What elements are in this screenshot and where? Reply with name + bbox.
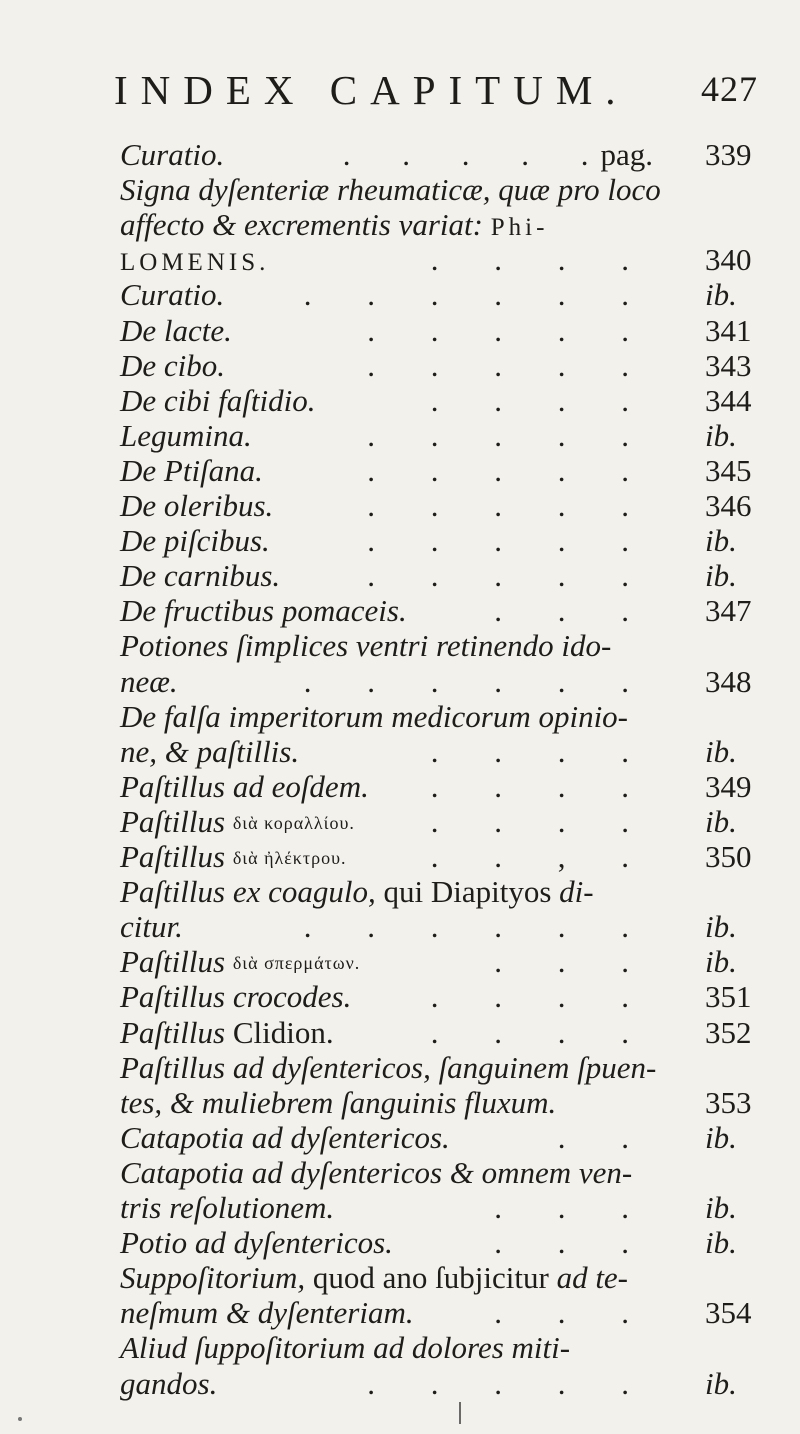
entry-title: De fructibus pomaceis. [120, 593, 407, 629]
greek-phrase: διὰ σπερμάτων. [232, 953, 361, 974]
dots-text: . . . . . [367, 558, 653, 594]
entry-page: ib. [705, 1225, 737, 1261]
entry-title: Potio ad dyſentericos. [120, 1225, 393, 1261]
entry-title: De falſa imperitorum medicorum opinio- [120, 698, 629, 734]
entry-title: Paſtillus [120, 839, 226, 874]
entry-page: ib. [705, 1119, 737, 1155]
entry-page: 346 [705, 488, 752, 523]
entry-title: Curatio. [120, 137, 225, 172]
entry-page: ib. [705, 909, 737, 945]
roman-phrase: qui [383, 874, 424, 910]
entry-title: affecto & excrementis variat: [120, 207, 483, 243]
entry-page: 339 [705, 137, 752, 172]
dots-text: . . . [494, 1225, 653, 1261]
entry-title: De Ptiſana. [120, 452, 263, 488]
entry-title: Aliud ſuppoſitorium ad dolores miti- [120, 1330, 571, 1366]
entry-title: De lacte. [120, 312, 232, 348]
dots-text: . . . . . [367, 488, 653, 523]
entry-title: Suppoſitorium, [120, 1260, 306, 1296]
greek-phrase: διὰ κοραλλίου. [232, 812, 355, 833]
entry-title: gandos. [120, 1365, 218, 1401]
entry-title: De oleribus. [120, 488, 274, 523]
dots-text: . . [557, 1119, 653, 1155]
leader-dots [367, 1361, 653, 1407]
entry-title: Paſtillus crocodes. [120, 979, 352, 1015]
hyphenated-tail: di- [559, 874, 594, 910]
page-number: 427 [701, 69, 758, 109]
entry-page: 349 [705, 768, 752, 804]
entry-page: 344 [705, 382, 752, 418]
entry-title: Signa dyſenteriæ rheumaticæ, quæ pro loco [120, 172, 661, 208]
entry-page: 347 [705, 593, 752, 629]
printer-mark [459, 1402, 461, 1424]
entry-title: tes, & muliebrem ſanguinis fluxum. [120, 1084, 557, 1120]
dots-text: . . . . [430, 733, 653, 769]
dots-text: . . . . . [367, 523, 653, 559]
entry-title: Catapotia ad dyſentericos & omnem ven- [120, 1154, 633, 1190]
entry-page: 354 [705, 1295, 752, 1331]
dots-text: . . . . . . [303, 909, 653, 945]
dots-text: . . . . [430, 382, 653, 418]
dots-text: . . . [494, 1190, 653, 1225]
entry-page: 351 [705, 979, 752, 1015]
dots-text: . . . . . . [303, 663, 653, 699]
dots-text: . . . . . [367, 312, 653, 348]
pag-label: pag. [600, 137, 653, 172]
entry-title: Paſtillus [120, 803, 226, 839]
dots-text: . . . . [430, 242, 653, 278]
entry-title: Paſtillus ad eoſdem. [120, 768, 369, 804]
roman-phrase: Diapityos [430, 874, 552, 910]
dots-text: . . . . [430, 803, 653, 839]
dots-text: . . . . . [342, 137, 611, 172]
dots-text: . . . . . . [303, 277, 653, 313]
entry-page: ib. [705, 277, 737, 313]
entry-title: Curatio. [120, 277, 225, 313]
running-title: INDEX CAPITUM. [114, 67, 629, 113]
entry-title: Catapotia ad dyſentericos. [120, 1119, 450, 1155]
dots-text: . . . [494, 944, 653, 980]
entry-page: ib. [705, 1190, 737, 1225]
greek-phrase: διὰ ἠλέκτρου. [232, 848, 347, 868]
entry-title: Paſtillus [120, 1014, 226, 1050]
entry-title: neſmum & dyſenteriam. [120, 1295, 414, 1331]
dots-text: . . . . [430, 1014, 653, 1050]
roman-phrase: quod ano ſubjicitur [312, 1260, 549, 1296]
entry-page: ib. [705, 733, 737, 769]
entry-title: Legumina. [120, 417, 252, 453]
entry-title: De piſcibus. [120, 523, 270, 559]
entry-title: tris reſolutionem. [120, 1190, 335, 1225]
entry-title: neæ. [120, 663, 178, 699]
dots-text: . . , . [430, 839, 653, 874]
dots-text: . . . . . [367, 347, 653, 383]
dots-text: . . . [494, 1295, 653, 1331]
entry-page: 343 [705, 347, 752, 383]
entry-page: 352 [705, 1014, 752, 1050]
dots-text: . . . . [430, 768, 653, 804]
entry-page: ib. [705, 803, 737, 839]
entry-page: 340 [705, 242, 752, 278]
dots-text: . . . . . [367, 417, 653, 453]
entry-title: Potiones ſimplices ventri retinendo ido- [120, 628, 612, 664]
entry-title: LOMENIS. [120, 249, 270, 277]
entry-title: Paſtillus ex coagulo, [120, 874, 376, 910]
dots-text: . . . . . [367, 1365, 653, 1401]
dots-text: . . . [494, 593, 653, 629]
roman-phrase: Clidion. [232, 1014, 334, 1050]
entry-page: ib. [705, 523, 737, 559]
dots-text: . . . . [430, 979, 653, 1015]
entry-page: 350 [705, 839, 752, 874]
entry-title: ne, & paſtillis. [120, 733, 300, 769]
entry-page: ib. [705, 417, 737, 453]
entry-page: 341 [705, 312, 752, 348]
entry-page: ib. [705, 558, 737, 594]
entry-page: 348 [705, 663, 752, 699]
entry-title: De cibi faſtidio. [120, 382, 316, 418]
entry-page: ib. [705, 1365, 737, 1401]
paper-speck [18, 1417, 22, 1421]
entry-title: citur. [120, 909, 183, 945]
entry-title: De carnibus. [120, 558, 281, 594]
entry-title: Paſtillus [120, 944, 226, 980]
hyphenated-tail: Phi- [490, 214, 549, 242]
entry-page: 345 [705, 452, 752, 488]
entry-title: De cibo. [120, 347, 226, 383]
entry-title: Paſtillus ad dyſentericos, ſanguinem ſpuen- [120, 1049, 657, 1085]
entry-page: ib. [705, 944, 737, 980]
index-entry [120, 1361, 737, 1407]
hyphenated-tail: ad te- [556, 1260, 629, 1296]
dots-text: . . . . . [367, 452, 653, 488]
entry-page: 353 [705, 1084, 752, 1120]
